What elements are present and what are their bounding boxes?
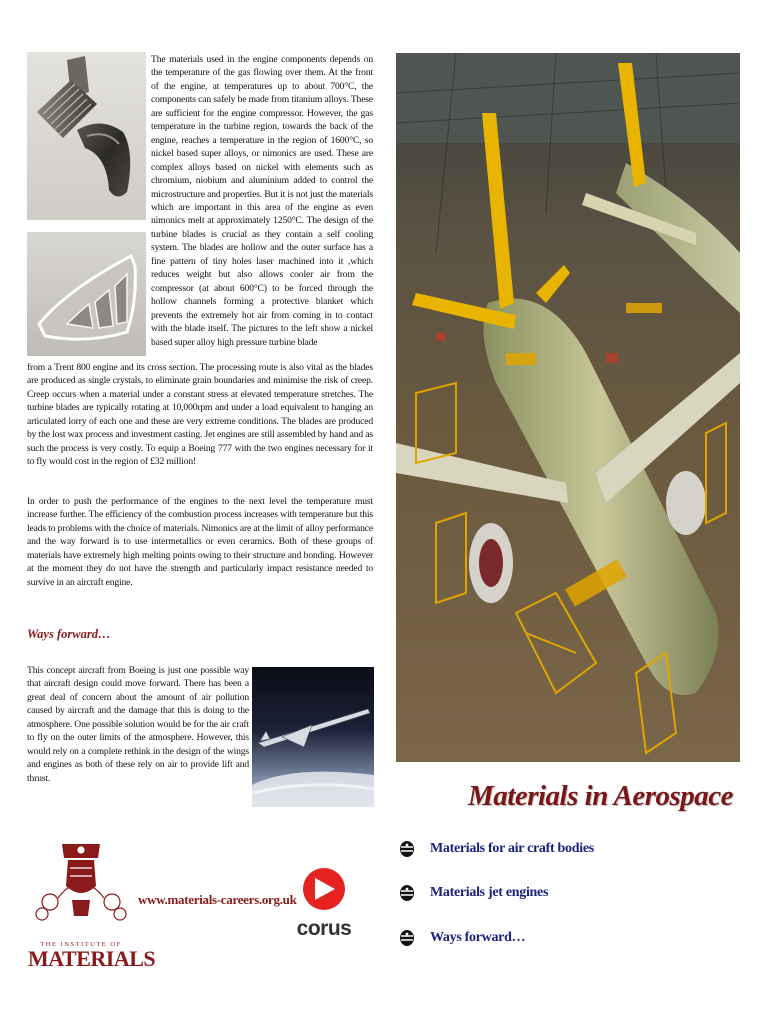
turbine-blade-photo (27, 52, 146, 220)
corus-wordmark: corus (296, 917, 352, 940)
bullet-label: Materials for air craft bodies (430, 841, 594, 856)
main-title: Materials in Aerospace (468, 780, 734, 812)
crest-icon (28, 838, 134, 936)
concept-aircraft-image (252, 667, 374, 807)
corus-emblem-icon (293, 866, 355, 912)
materials-careers-link[interactable]: www.materials-careers.org.uk (138, 892, 297, 907)
ways-forward-heading: Ways forward… (27, 627, 111, 641)
plane-bullet-icon (398, 884, 416, 902)
paragraph-materials-top: The materials used in the engine components depends on the temperature of the gas flowing over them. At the front of the engine, at temperatures up to about 700°C, the components can safely be made from titanium alloys. These are sufficient for the engine compressor. However, the gas temperature in the turbine region, towards the back of the engine, reaches a temperature in the region of 1600°C, so nickel based super alloys, or nimonics are used. These are complex alloys based on nickel with elements such as chromium, niobium and aluminium added to control the microstructure and properties. But it is not just the materials which are important in this area of the engine as even nimonics melt at approximately 1250°C. The design of the turbine blades is crucial as they contain a self cooling system. The blades are hollow and the outer surface has a fine pattern of tiny holes laser machined into it ,which reduces weight but also allows cooler air from the compressor (at about 600°C) to be forced through the hollow channels forming a protective blanket which prevents the extremely hot air from coming in to contact with the blade itself. The pictures to the left show a nickel based super alloy high pressure turbine blade (151, 54, 373, 348)
aircraft-factory-photo (396, 53, 740, 762)
corus-logo (293, 866, 355, 942)
paragraph-performance: In order to push the performance of the engines to the next level the temperature must increase further. The efficiency of the combustion process increases with temperature but this leads to problems with the choice of materials. Nimonics are at the limit of alloy performance and the way forward is to use intermetallics or even ceramics. Both of these groups of materials have extremely high melting points owing to their structure and bonding. However at the moment they do not have the strength and particularly impact resistance needed to survive in an aircraft engine. (27, 496, 373, 588)
plane-bullet-icon (398, 840, 416, 858)
paragraph-materials-bottom: from a Trent 800 engine and its cross section. The processing route is also vital as the blades are produced as single crystals, to eliminate grain boundaries and minimise the risk of creep. Creep occurs when a material under a constant stress at elevated temperature stretches. The turbine blades are typically rotating at 10,000rpm and under a load equivalent to hanging an articulated lorry of each one and these are very extreme conditions. The blades are produced by the lost wax process and investment casting. Jet engines are still assembled by hand and as such the process is very costly. To equip a Boeing 777 with the two engines necessary for it to fly would cost in the region of £32 million! (27, 362, 373, 468)
bullet-label: Materials jet engines (430, 885, 549, 900)
iom-line1: THE INSTITUTE OF (40, 941, 122, 948)
iom-line2: MATERIALS (28, 946, 156, 971)
paragraph-concept-aircraft: This concept aircraft from Boeing is just one possible way that aircraft design could move forward. There has been a great deal of concern about the amount of air pollution caused by aircraft and the damage that this is doing to the atmosphere. One possible solution would be for the air craft to fly on the outer limits of the atmosphere. However, this would rely on a complete rethink in the design of the wings and engines as both of these rely on air to provide lift and thrust. (27, 665, 249, 784)
bullet-aircraft-bodies (398, 840, 594, 858)
blade-cross-section-photo (27, 232, 146, 356)
plane-bullet-icon (398, 929, 416, 947)
bullet-ways-forward (398, 929, 525, 947)
bullet-label: Ways forward… (430, 930, 526, 945)
bullet-jet-engines (398, 884, 548, 902)
institute-of-materials-logo (28, 838, 156, 971)
